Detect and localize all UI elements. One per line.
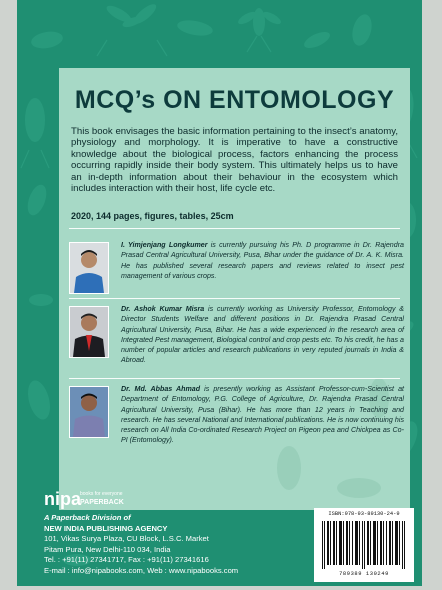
logo-text: nipa: [44, 489, 82, 509]
book-metadata: 2020, 144 pages, figures, tables, 25cm: [71, 211, 234, 221]
barcode-bars: [320, 521, 408, 569]
author-bio: [121, 240, 404, 281]
info-panel: [59, 68, 410, 510]
divider: [69, 228, 400, 229]
author-name: I. Yimjenjang Longkumer: [121, 241, 208, 249]
author-bio: [121, 384, 404, 446]
author-block: [69, 384, 402, 456]
author-description: is currently working as University Professor, Entomology & Director Students Welfare and different positions in Dr. Rajendra Prasad Central Agricultural University, Pusa, Bihar. He has a wide experienced in the research area of Integrated Pest management, Biological control and crop pests etc. To his credit, he has a number of popular articles and research publications in very reputed journals in India & Abroad.: [121, 305, 405, 365]
divider: [69, 298, 400, 299]
author-name: Dr. Md. Abbas Ahmad: [121, 385, 201, 393]
isbn-barcode: [314, 508, 414, 582]
author-block: [69, 240, 402, 312]
logo-tagline: books for everyone: [80, 491, 123, 497]
divider: [69, 378, 400, 379]
green-cover-area: [17, 0, 422, 586]
book-title: MCQ’s ON ENTOMOLOGY: [74, 86, 395, 114]
publisher-name: NEW INDIA PUBLISHING AGENCY: [44, 523, 168, 533]
author-photo: [69, 306, 109, 358]
publisher-logo: [44, 486, 124, 512]
author-block: [69, 304, 405, 376]
isbn-label: ISBN:978-93-89130-24-9: [328, 511, 400, 517]
author-bio: [121, 304, 404, 366]
author-photo: [69, 386, 109, 438]
author-name: Dr. Ashok Kumar Misra: [121, 305, 205, 313]
isbn-digits: 789389 130249: [339, 571, 389, 577]
book-description: This book envisages the basic information pertaining to the insect’s anatomy, physiology and morphology. It is imperative to have a constructive knowledge about the biological process, factors enhancing the process occurring rapidly inside their body system. This ultimately helps us to have an in-depth information about their behaviour in the ecosystem which includes interaction with their host, life cycle etc.: [71, 126, 398, 195]
publisher-division: A Paperback Division of: [44, 513, 131, 522]
publisher-phone: Tel. : +91(11) 27341717, Fax : +91(11) 27341616: [44, 555, 209, 565]
author-description: is presently working as Assistant Professor-cum-Scientist at Department of Entomology, P.G. College of Agriculture, Dr. Rajendra Prasad Central Agricultural University, Pusa (Bihar). He has more than 12 years in Teaching and research. He has several National and International publications. He is now continuing his research on All India Co-ordinated Research Project on Pigeon pea and Chickpea as Co-PI (Entomology).: [121, 385, 404, 445]
author-description: is currently pursuing his Ph. D programme in Dr. Rajendra Prasad Central Agricultural University, Pusa, Bihar under the guidance of Dr. A. K. Misra. He has published several research papers and reviews related to insect pest management of various crops.: [121, 241, 404, 280]
author-photo: [69, 242, 109, 294]
publisher-address-line2: Pitam Pura, New Delhi-110 034, India: [44, 544, 171, 554]
publisher-contact: E-mail : info@nipabooks.com, Web : www.nipabooks.com: [44, 565, 239, 575]
logo-imprint: PAPERBACKS: [80, 499, 124, 506]
publisher-address-line1: 101, Vikas Surya Plaza, CU Block, L.S.C. Market: [44, 534, 209, 544]
